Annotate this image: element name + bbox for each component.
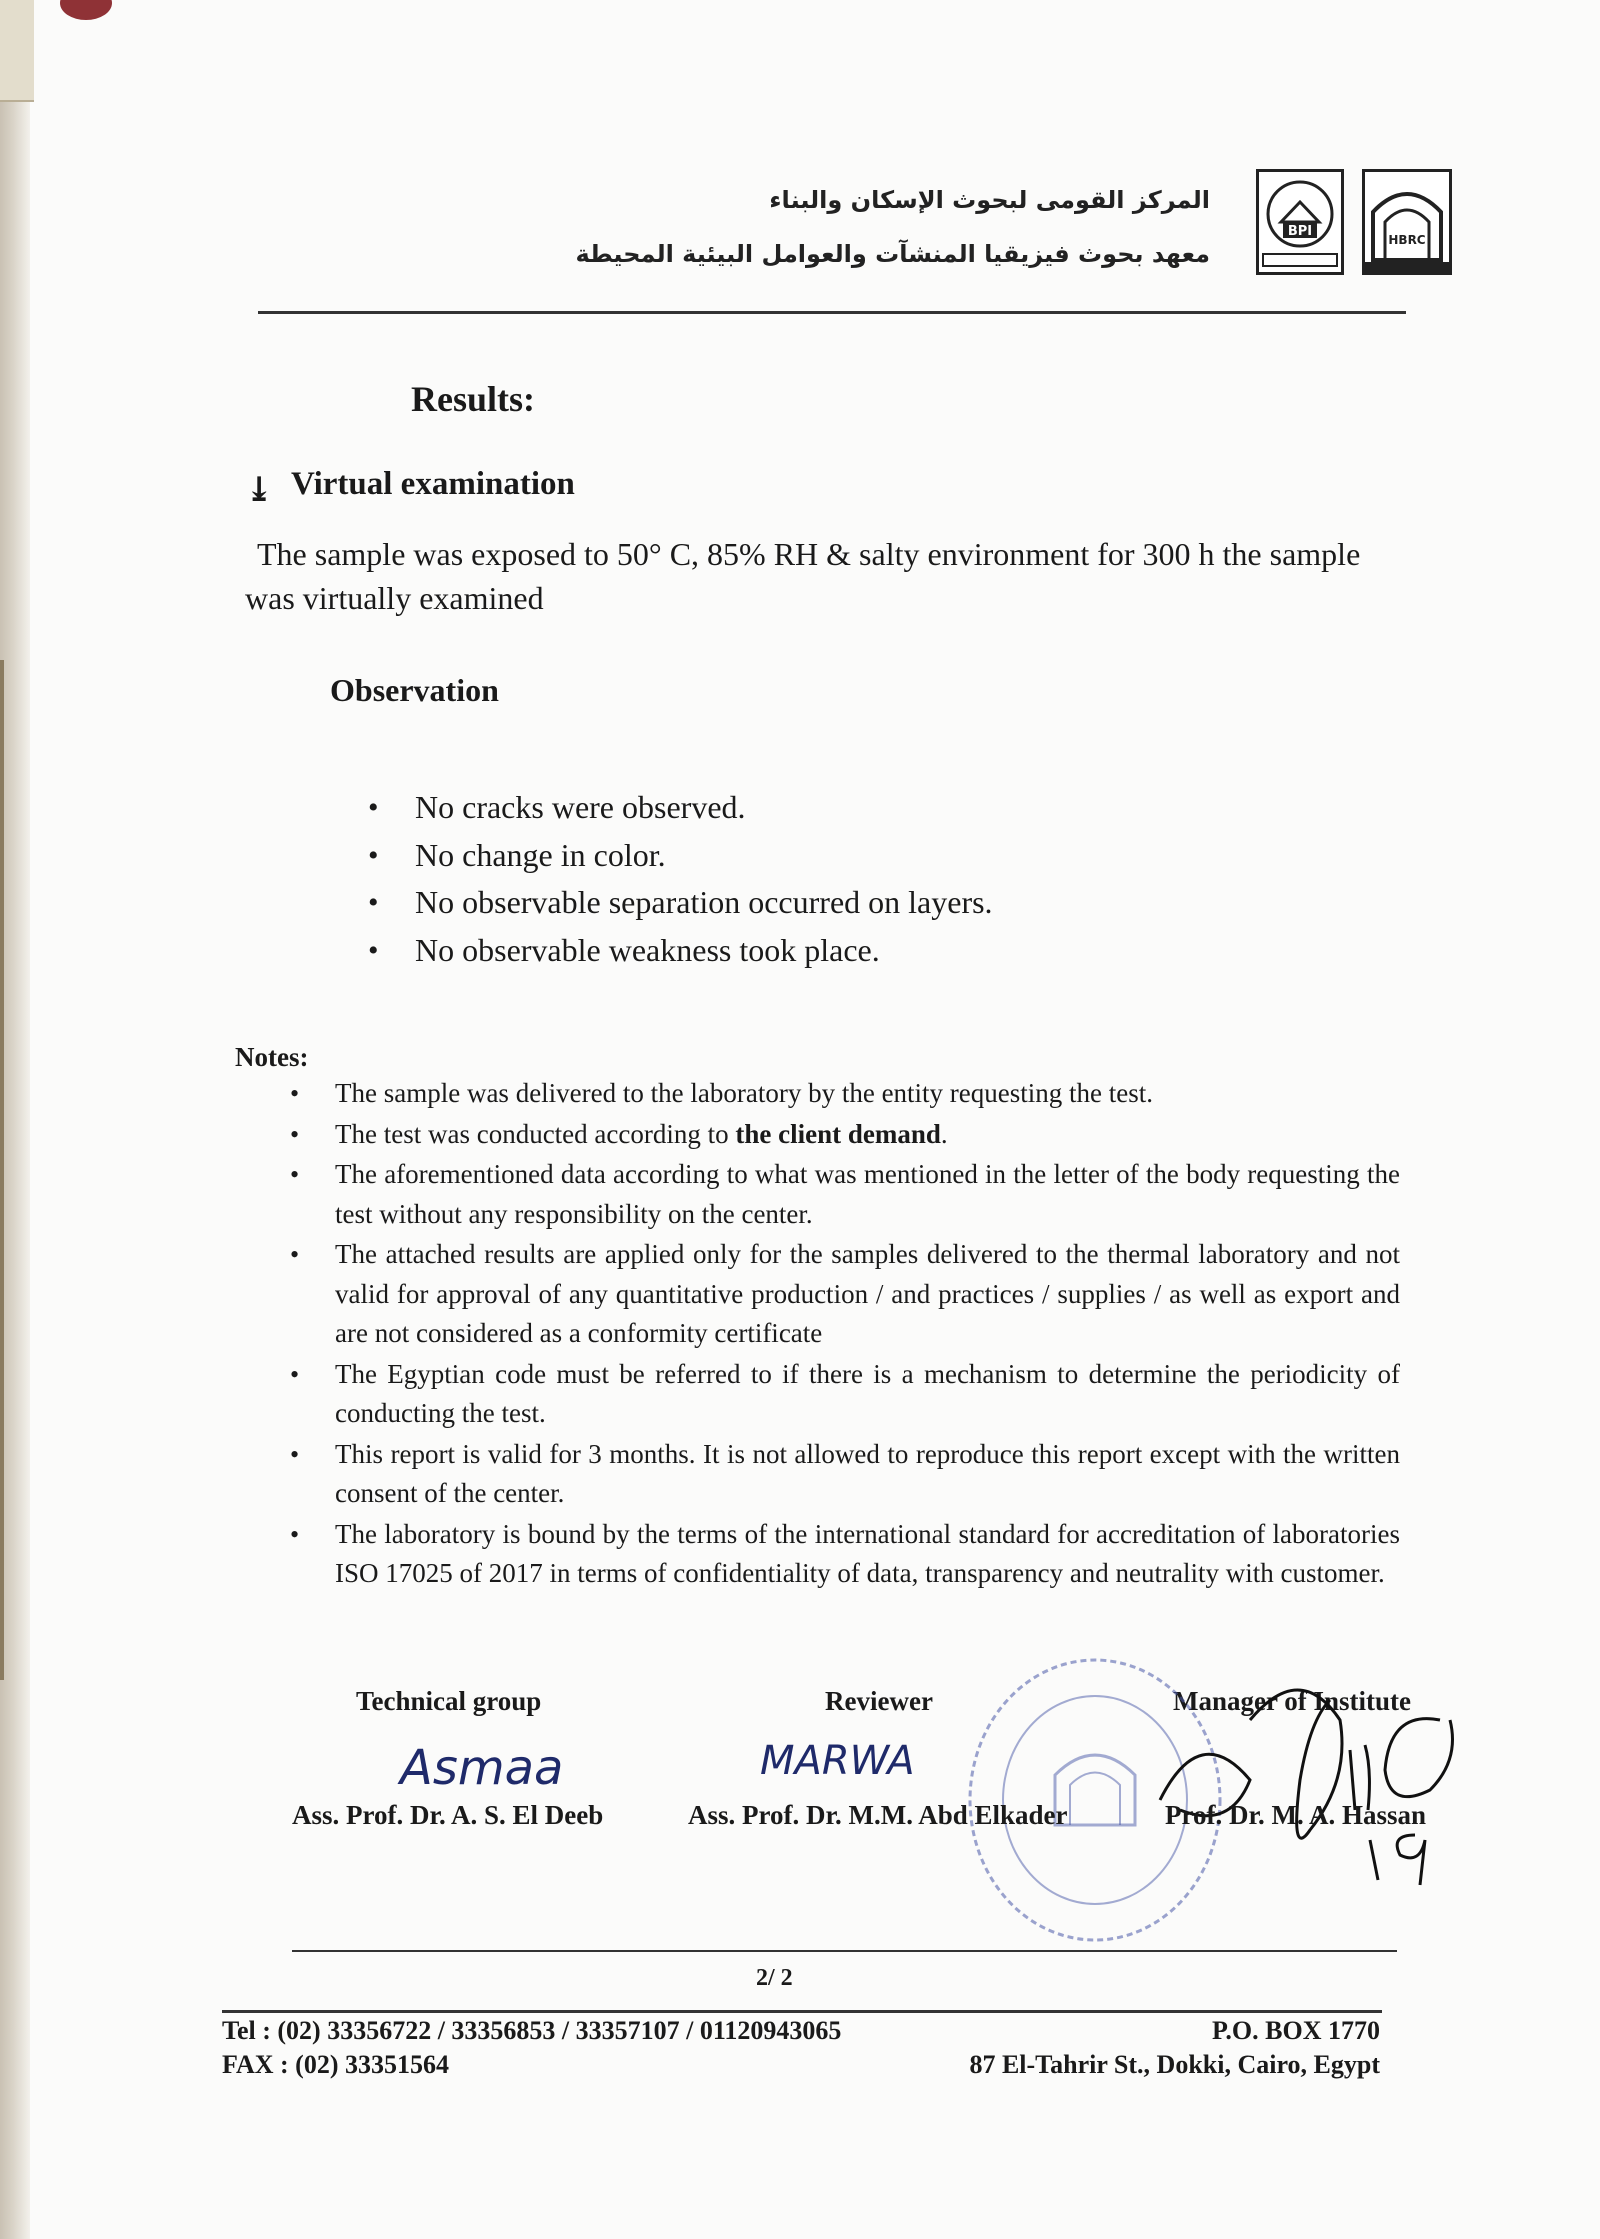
footer-address: 87 El-Tahrir St., Dokki, Cairo, Egypt xyxy=(969,2050,1380,2079)
footer-fax: FAX : (02) 33351564 xyxy=(222,2050,449,2079)
footer-tel: Tel : (02) 33356722 / 33356853 / 33357107 / 01120943065 xyxy=(222,2016,842,2045)
observation-list xyxy=(368,784,993,974)
page-number: 2/ 2 xyxy=(756,1965,793,1991)
note-text: The laboratory is bound by the terms of the international standard for accreditation of laboratories ISO 17025 of 2017 in terms of confidentiality of data, transparency and neutrality with customer. xyxy=(335,1518,1400,1588)
technical-group-title: Technical group xyxy=(356,1686,542,1716)
bpi-logo xyxy=(1256,169,1344,275)
note-text: This report is valid for 3 months. It is not allowed to reproduce this report except with the written consent of the center. xyxy=(335,1438,1400,1508)
scan-left-edge xyxy=(0,0,30,2239)
note-text: The test was conducted according to xyxy=(335,1118,736,1149)
reviewer-title: Reviewer xyxy=(825,1686,933,1716)
reviewer-signature: MARWA xyxy=(760,1738,915,1784)
manager-signature xyxy=(1140,1660,1470,1890)
hbrc-logo xyxy=(1362,169,1452,275)
paper-clip-mark xyxy=(60,0,112,20)
results-heading: Results: xyxy=(411,379,535,419)
svg-text:HBRC: HBRC xyxy=(1388,233,1426,247)
header-arabic-line2: معهد بحوث فيزيقيا المنشآت والعوامل البيئية المحيطة xyxy=(575,240,1210,268)
footer-divider xyxy=(292,1950,1397,1952)
list-item xyxy=(290,1074,1400,1114)
header-arabic-line1: المركز القومى لبحوث الإسكان والبناء xyxy=(769,186,1210,214)
note-text: The sample was delivered to the laboratory by the entity requesting the test. xyxy=(335,1078,1154,1108)
list-item xyxy=(290,1235,1400,1354)
section-intro: The sample was exposed to 50° C, 85% RH & salty environment for 300 h the sample was virtually examined xyxy=(245,536,1361,616)
footer-pobox: P.O. BOX 1770 xyxy=(1211,2016,1380,2045)
binding-line xyxy=(0,660,4,1680)
list-item xyxy=(290,1155,1400,1234)
manager-name: Prof. Dr. M. A. Hassan xyxy=(1165,1800,1427,1830)
note-text: The attached results are applied only for the samples delivered to the thermal laboratory and not valid for approval of any quantitative production / and practices / supplies / as well as export and are not considered as a conformity certificate xyxy=(335,1239,1400,1348)
note-text: The aforementioned data according to what was mentioned in the letter of the body requesting the test without any responsibility on the center. xyxy=(335,1159,1400,1229)
footer-divider-bottom xyxy=(222,2010,1382,2013)
note-text: The Egyptian code must be referred to if there is a mechanism to determine the periodicity of conducting the test. xyxy=(335,1358,1400,1428)
notes-heading: Notes: xyxy=(235,1042,309,1072)
list-item xyxy=(290,1515,1400,1594)
notes-list xyxy=(290,1074,1400,1595)
list-item: • No change in color. xyxy=(368,832,993,880)
technical-name: Ass. Prof. Dr. A. S. El Deeb xyxy=(292,1800,604,1830)
list-item xyxy=(290,1435,1400,1514)
svg-text:BPI: BPI xyxy=(1287,224,1313,239)
note-bold: the client demand xyxy=(735,1118,941,1149)
list-item: • No cracks were observed. xyxy=(368,784,993,832)
observation-heading: Observation xyxy=(330,672,499,708)
header-divider xyxy=(258,311,1406,314)
list-item: • No observable separation occurred on layers. xyxy=(368,879,993,927)
list-item xyxy=(290,1115,1400,1155)
list-item xyxy=(290,1355,1400,1434)
list-item: • No observable weakness took place. xyxy=(368,927,993,975)
technical-signature: Asmaa xyxy=(400,1740,564,1796)
reviewer-name: Ass. Prof. Dr. M.M. Abd Elkader xyxy=(688,1800,1068,1830)
section-title: Virtual examination xyxy=(291,466,575,502)
note-text-end: . xyxy=(940,1118,948,1149)
manager-title: Manager of Institute xyxy=(1173,1686,1411,1716)
binding-strip xyxy=(0,0,34,102)
arrow-down-icon: ⤓ xyxy=(245,472,274,509)
